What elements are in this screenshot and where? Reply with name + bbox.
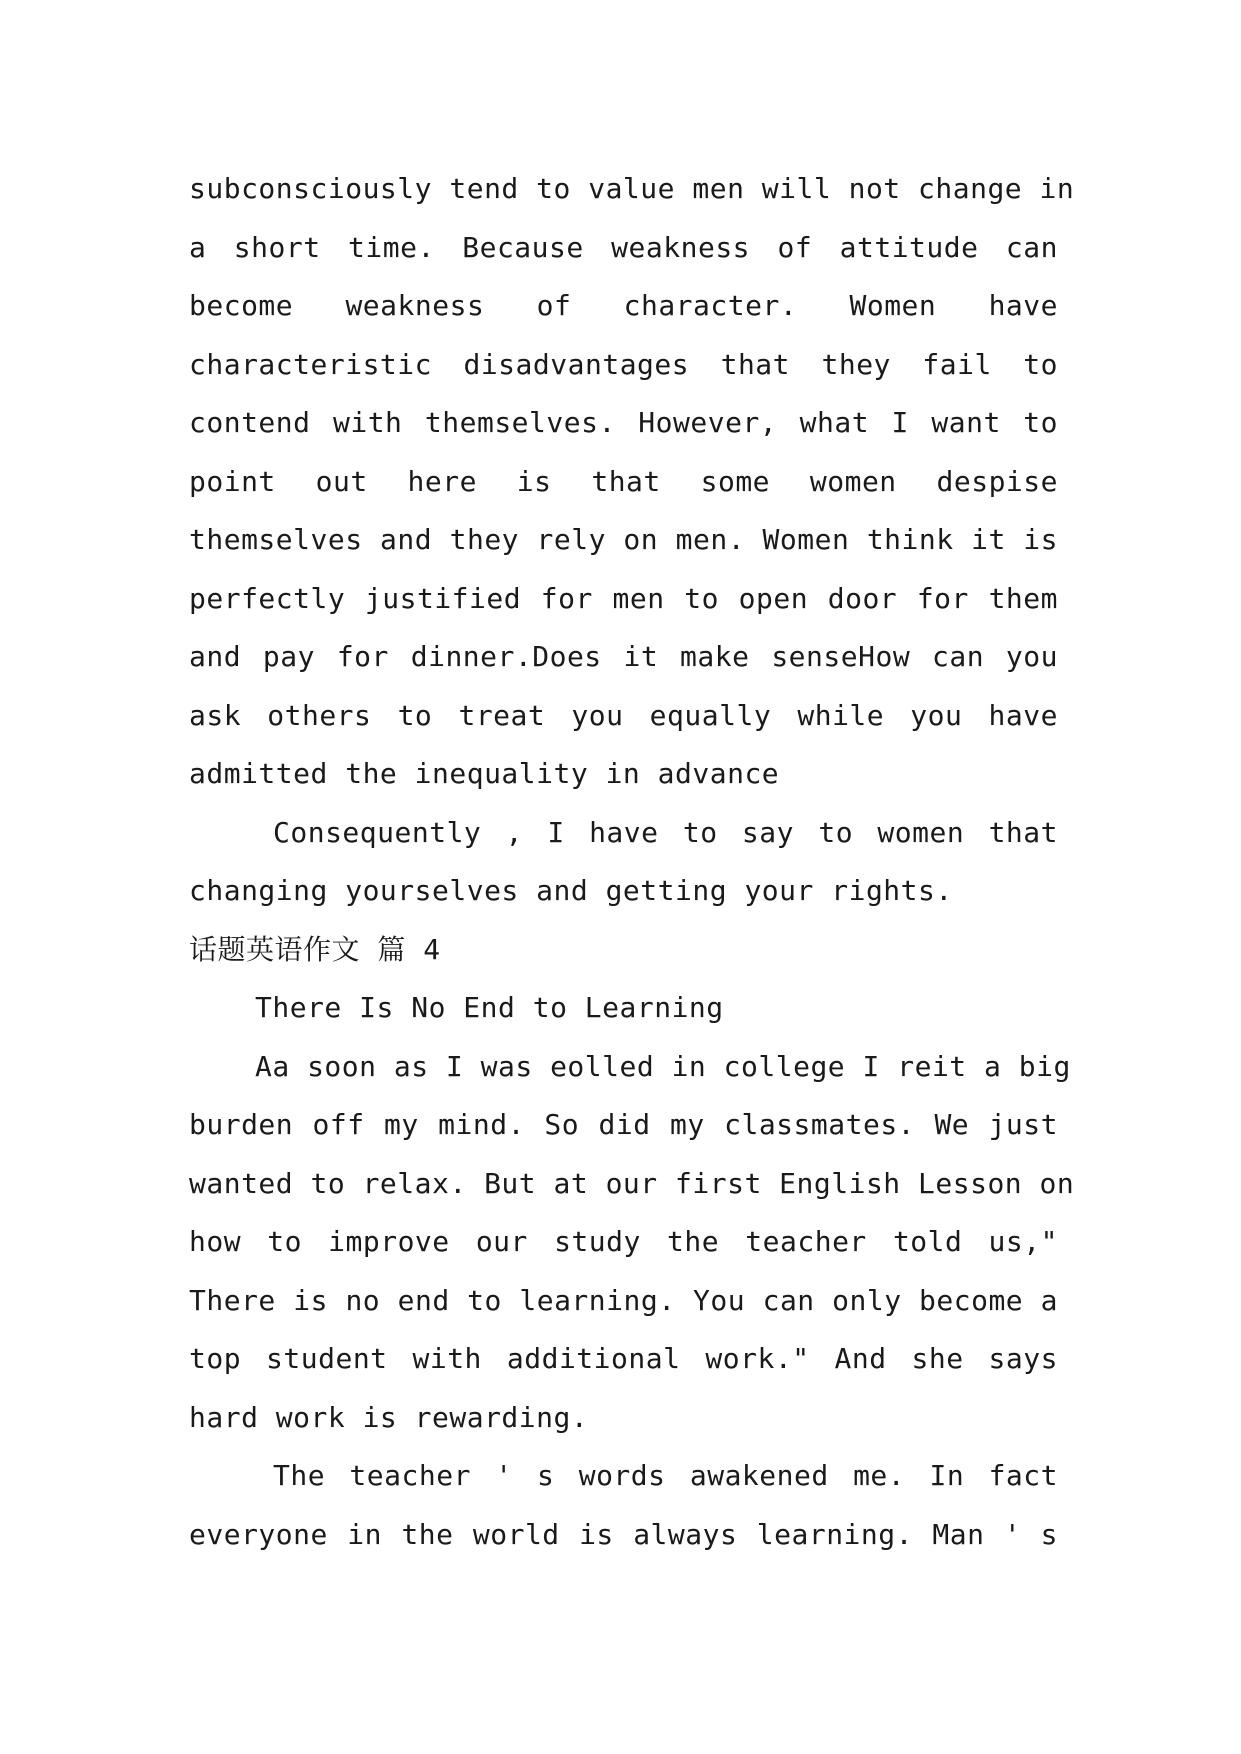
- text-line: subconsciously tend to value men will not change in: [189, 172, 1075, 205]
- text-line: a short time. Because weakness of attitude can: [189, 230, 1058, 264]
- text-line: changing yourselves and getting your rights.: [189, 874, 953, 907]
- text-line: contend with themselves. However, what I want to: [189, 406, 1058, 439]
- essay-title: There Is No End to Learning: [255, 991, 724, 1024]
- text-line: characteristic disadvantages that they fail to: [189, 347, 1058, 381]
- text-line: perfectly justified for men to open door for them: [189, 581, 1058, 615]
- text-line: admitted the inequality in advance: [189, 757, 780, 790]
- paragraph-start: Aa soon as I was eolled in college I reit a big: [255, 1049, 1071, 1083]
- text-line: everyone in the world is always learning. Man ' s: [189, 1517, 1058, 1551]
- text-line: point out here is that some women despise: [189, 464, 1058, 498]
- text-line: ask others to treat you equally while you have: [189, 698, 1058, 732]
- section-heading: 话题英语作文 篇 4: [189, 932, 441, 966]
- text-line: wanted to relax. But at our first English Lesson on: [189, 1166, 1075, 1200]
- body-text: [189, 160, 1075, 1564]
- text-line: There is no end to learning. You can only become a: [189, 1283, 1058, 1317]
- text-line: burden off my mind. So did my classmates. We just: [189, 1108, 1058, 1141]
- text-line: how to improve our study the teacher told us,": [189, 1225, 1058, 1258]
- text-line: and pay for dinner.Does it make senseHow can you: [189, 640, 1058, 673]
- paragraph-start: The teacher ' s words awakened me. In fact: [273, 1459, 1058, 1492]
- text-line: become weakness of character. Women have: [189, 289, 1058, 322]
- paragraph-start: Consequently , I have to say to women that: [273, 815, 1058, 849]
- text-line: themselves and they rely on men. Women think it is: [189, 523, 1058, 556]
- text-line: hard work is rewarding.: [189, 1400, 589, 1434]
- text-line: top student with additional work." And she says: [189, 1342, 1058, 1375]
